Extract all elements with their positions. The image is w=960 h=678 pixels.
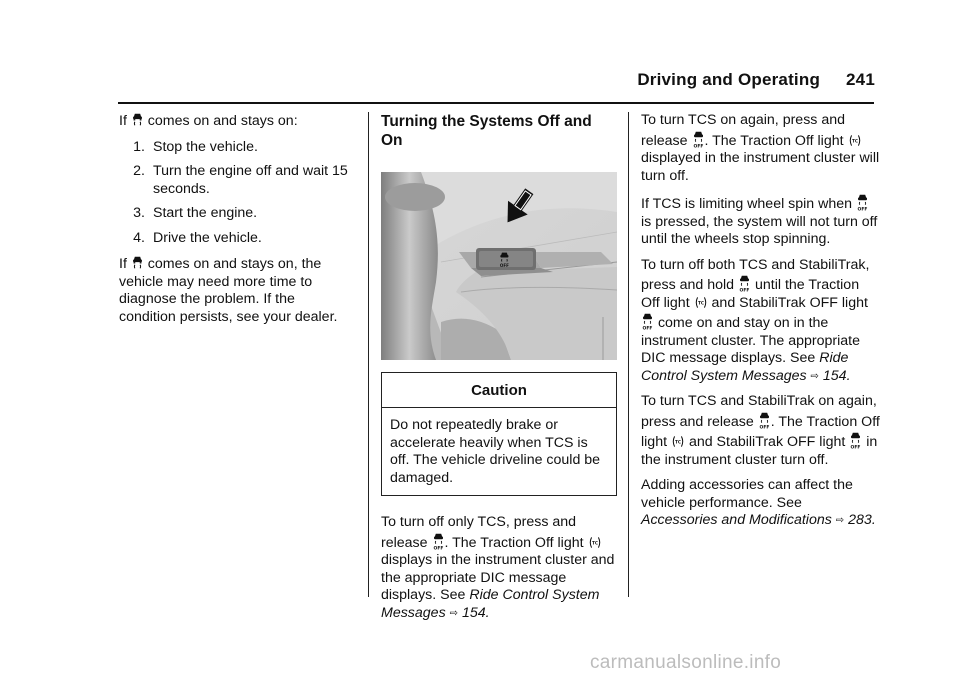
cross-reference-link[interactable]: Ride Control System Messages [381, 587, 600, 621]
list-item: 4. Drive the vehicle. [133, 229, 262, 246]
console-illustration [381, 172, 617, 360]
car-skid-off-icon [693, 130, 704, 148]
column-3 [641, 112, 881, 538]
traction-off-light-icon [589, 535, 601, 550]
steps-list [119, 139, 352, 248]
page-header [605, 70, 875, 100]
paragraph: To turn off only TCS, press and release . The Traction Off light displays in the instrument cluster and the appropriate DIC message displays. See Ride Control System Messages ⇨ 154. [381, 514, 615, 621]
car-skid-icon [132, 112, 143, 128]
page-ref-arrow-icon: ⇨ [449, 607, 459, 619]
caution-text: Do not repeatedly brake or accelerate heavily when TCS is off. The vehicle driveline could be damaged. [390, 417, 601, 486]
column-divider [368, 112, 369, 597]
column-1 [119, 112, 352, 334]
page-reference[interactable]: 154 [461, 604, 486, 621]
paragraph: To turn off both TCS and StabiliTrak, press and hold until the Traction Off light and StabiliTrak OFF light come on and stay on in the instrument cluster. The appropriate DIC message displays. See Ride Control System Messages ⇨ 154. [641, 256, 870, 384]
caution-box [381, 372, 617, 497]
car-skid-icon [132, 255, 143, 271]
page-reference[interactable]: 283 [848, 512, 872, 528]
column-2 [381, 112, 617, 630]
page-ref-arrow-icon: ⇨ [810, 370, 819, 382]
list-item: 1. Stop the vehicle. [133, 138, 258, 155]
paragraph: If comes on and stays on: [119, 113, 298, 129]
list-item: 2. Turn the engine off and wait 15 seconds. [133, 163, 348, 197]
car-skid-off-icon [739, 274, 750, 292]
car-skid-off-icon [433, 532, 444, 550]
paragraph: If comes on and stays on, the vehicle may need more time to diagnose the problem. If the condition persists, see your dealer. [119, 256, 338, 325]
section-heading: Turning the Systems Off and On [381, 113, 592, 149]
traction-off-light-icon [672, 434, 684, 449]
cross-reference-link[interactable]: Accessories and Modifications [641, 512, 832, 528]
section-title: Driving and Operating [637, 70, 821, 89]
car-skid-off-icon [642, 312, 653, 330]
paragraph: To turn TCS and StabiliTrak on again, press and release . The Traction Off light and StabiliTrak OFF light in the instrument cluster turn off. [641, 393, 880, 468]
page-reference[interactable]: 154 [822, 367, 847, 384]
page-number: 241 [846, 70, 875, 89]
paragraph: Adding accessories can affect the vehicle performance. See Accessories and Modifications ⇨ 283. [641, 477, 876, 528]
paragraph: If TCS is limiting wheel spin when is pressed, the system will not turn off until the wheels stop spinning. [641, 193, 881, 249]
column-divider [628, 112, 629, 597]
traction-off-light-icon [849, 133, 861, 148]
list-item: 3. Start the engine. [133, 205, 258, 221]
page-ref-arrow-icon: ⇨ [835, 515, 845, 526]
caution-title: Caution [382, 373, 616, 409]
paragraph: To turn TCS on again, press and release . The Traction Off light displayed in the instrument cluster will turn off. [641, 112, 880, 184]
watermark: carmanualsonline.info [590, 652, 782, 673]
car-skid-off-icon [850, 431, 861, 449]
car-skid-off-icon [759, 411, 770, 429]
car-skid-off-icon [857, 193, 868, 211]
header-rule [118, 102, 874, 104]
cross-reference-link[interactable]: Ride Control System Messages [641, 350, 849, 384]
traction-off-light-icon [695, 295, 707, 310]
